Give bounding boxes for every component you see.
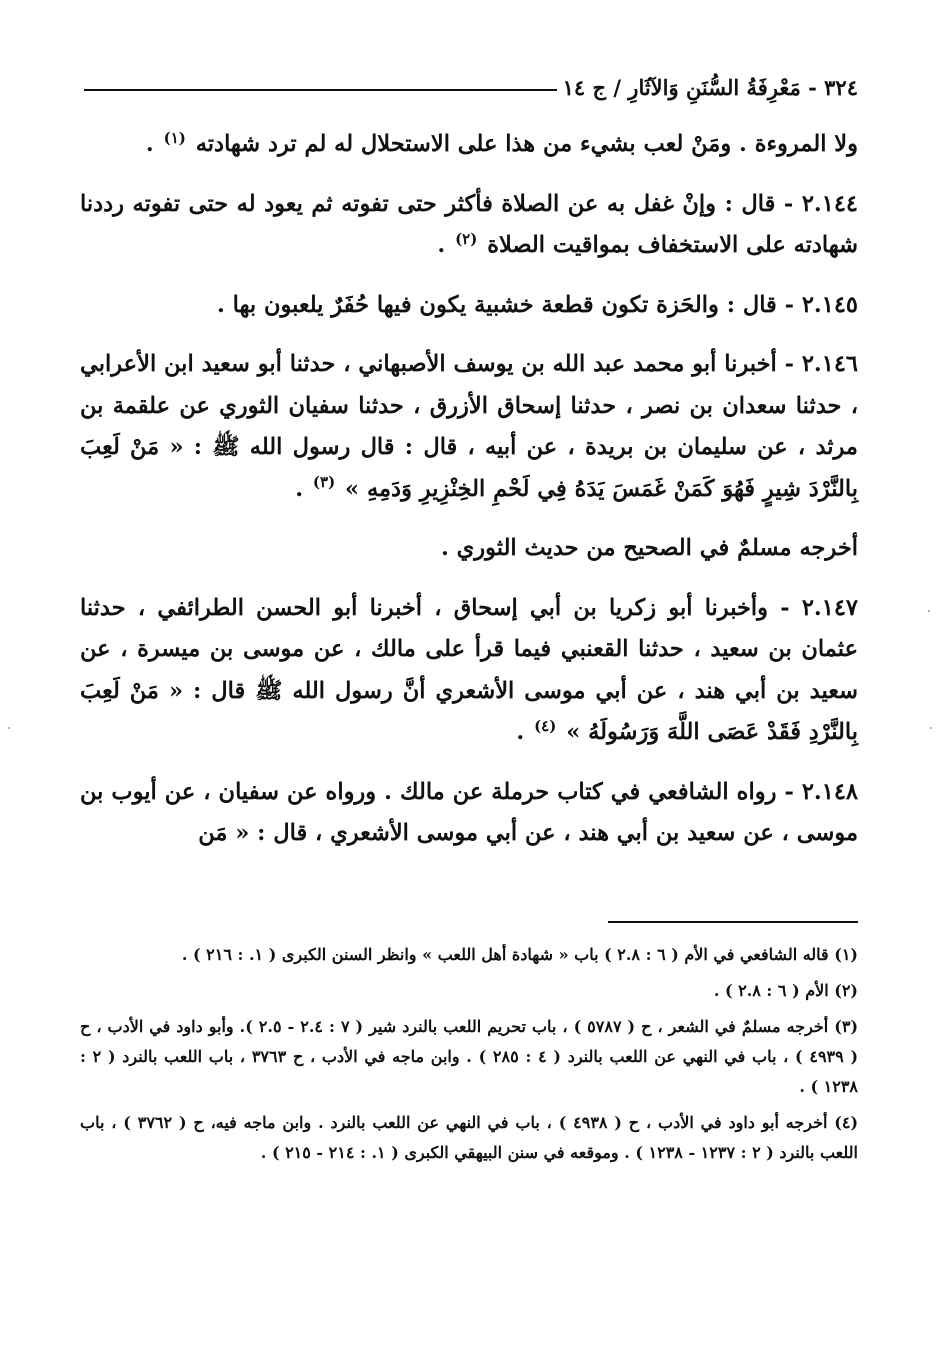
scan-speck <box>8 727 10 729</box>
paragraph-4-end: . <box>295 475 304 502</box>
footnote-2: (٢) الأم ( ٦ : ٢.٨ ) . <box>713 981 858 1000</box>
paragraph-6-end: . <box>516 719 525 745</box>
paragraph-6-text: ٢.١٤٧ - وأخبرنا أبو زكريا بن أبي إسحاق ، أخبرنا أبو الحسن الطرائفي ، حدثنا عثمان بن سعيد ، حدثنا القعنبي فيما قرأ على مالك ، عن موسى بن ميسرة ، عن سعيد بن أبي هند ، عن أبي موسى الأشعري أنَّ رسول الله ﷺ قال : « مَنْ لَعِبَ بِالنَّرْدِ فَقَدْ عَصَى اللَّهَ وَرَسُولَهُ » <box>80 594 858 745</box>
page-header <box>84 72 858 102</box>
paragraph-2-text: ٢.١٤٤ - قال : وإنْ غفل به عن الصلاة فأكثر حتى تفوته ثم يعود له حتى تفوته رددنا شهادته على الاستخفاف بمواقيت الصلاة <box>80 190 858 258</box>
paragraph-3-text: ٢.١٤٥ - قال : والحَزة تكون قطعة خشبية يكون فيها حُفَرٌ يلعبون بها . <box>216 291 858 318</box>
footnote-ref-4[interactable]: (٤) <box>534 716 557 735</box>
footnote-ref-1[interactable]: (١) <box>163 128 186 147</box>
paragraph-5-text: أخرجه مسلمٌ في الصحيح من حديث الثوري . <box>441 535 858 561</box>
scan-speck <box>930 727 932 729</box>
footnote-3: (٣) أخرجه مسلمٌ في الشعر ، ح ( ٥٧٨٧ ) ، باب تحريم اللعب بالنرد شير ( ٧ : ٢.٤ - ٢.٥ ). وأبو داود في الأدب ، ح ( ٤٩٣٩ ) ، باب في النهي عن اللعب بالنرد ( ٤ : ٢٨٥ ) . وابن ماجه في الأدب ، ح ٣٧٦٣ ، باب اللعب بالنرد ( ٢ : ١٢٣٨ ) . <box>80 1017 859 1096</box>
paragraph-3 <box>80 285 858 327</box>
footnotes <box>80 940 858 1174</box>
running-header-title: ٣٢٤ - مَعْرِفَةُ السُّنَنِ وَالآثَارِ / ج ١٤ <box>562 74 858 100</box>
footnote-ref-3[interactable]: (٣) <box>312 473 336 491</box>
footnote-4: (٤) أخرجه أبو داود في الأدب ، ح ( ٤٩٣٨ ) ، باب في النهي عن اللعب بالنرد . وابن ماجه فيه، ح ( ٣٧٦٢ ) ، باب اللعب بالنرد ( ٢ : ١٢٣٧ - ١٢٣٨ ) . وموقعه في سنن البيهقي الكبرى ( ١. : ٢١٤ - ٢١٥ ) . <box>80 1113 859 1162</box>
main-text <box>80 124 858 873</box>
footnote-1: (١) قاله الشافعي في الأم ( ٦ : ٢.٨ ) باب « شهادة أهل اللعب » وانظر السنن الكبرى ( ١. : ٢١٦ ) . <box>181 945 858 964</box>
paragraph-7-text: ٢.١٤٨ - رواه الشافعي في كتاب حرملة عن مالك . ورواه عن سفيان ، عن أيوب بن موسى ، عن سعيد بن أبي هند ، عن أبي موسى الأشعري ، قال : « مَن <box>80 778 858 846</box>
footnote-separator <box>608 921 858 923</box>
paragraph-5 <box>80 528 858 570</box>
paragraph-4-text: ٢.١٤٦ - أخبرنا أبو محمد عبد الله بن يوسف الأصبهاني ، حدثنا أبو سعيد ابن الأعرابي ، حدثنا سعدان بن نصر ، حدثنا إسحاق الأزرق ، حدثنا سفيان الثوري عن علقمة بن مرثد ، عن سليمان بن بريدة ، عن أبيه ، قال : قال رسول الله ﷺ : « مَنْ لَعِبَ بِالنَّرْدَ شِيرٍ فَهُوَ كَمَنْ غَمَسَ يَدَهُ فِي لَحْمِ الخِنْزِيرِ وَدَمِهِ » <box>80 351 858 502</box>
paragraph-4 <box>80 344 858 510</box>
paragraph-1 <box>80 124 858 166</box>
paragraph-6 <box>80 588 858 754</box>
header-rule <box>84 89 557 91</box>
paragraph-1-end: . <box>145 131 154 157</box>
paragraph-2 <box>80 184 858 267</box>
footnote-ref-2[interactable]: (٢) <box>455 229 478 248</box>
paragraph-1-text: ولا المروءة . ومَنْ لعب بشيء من هذا على الاستحلال له لم ترد شهادته <box>195 131 858 157</box>
paragraph-2-end: . <box>437 232 446 258</box>
scan-speck <box>928 610 930 612</box>
paragraph-7 <box>80 772 858 855</box>
